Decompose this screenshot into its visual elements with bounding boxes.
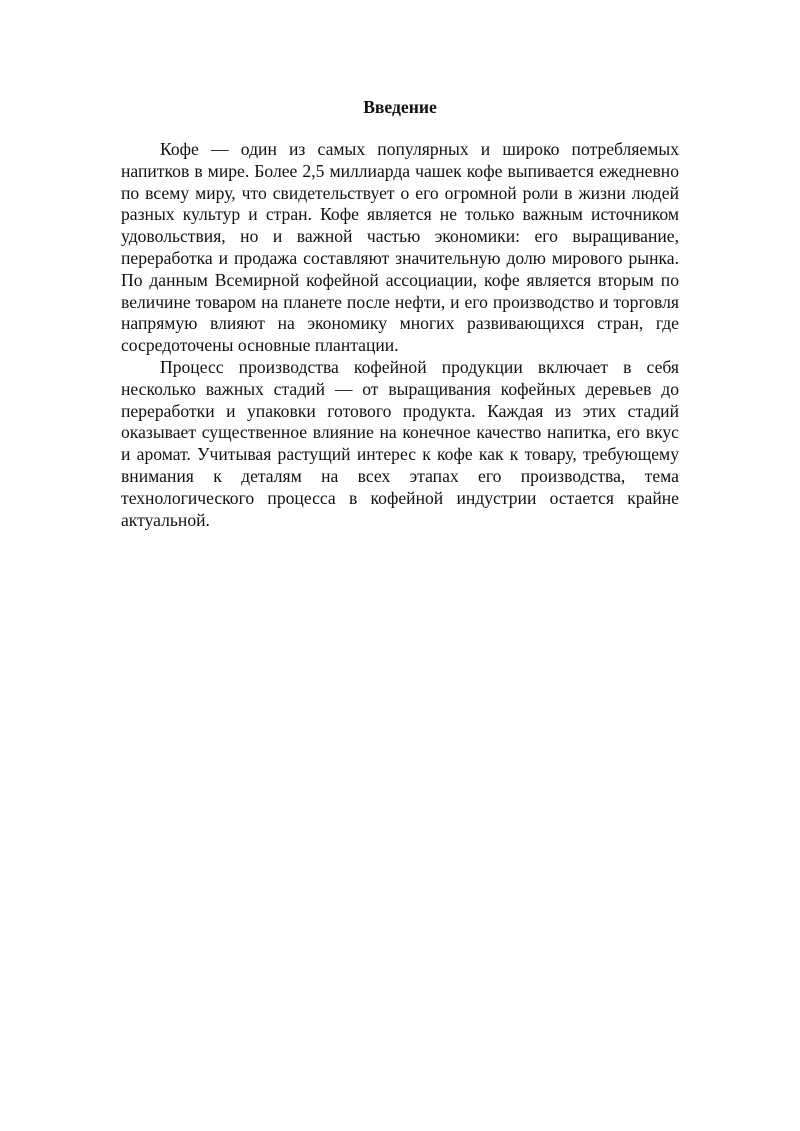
paragraph-production: Процесс производства кофейной продукции включает в себя несколько важных стадий — от выращивания кофейных деревьев до переработки и упаковки готового продукта. Каждая из этих стадий оказывает существенное влияние на конечное качество напитка, его вкус и аромат. Учитывая растущий интерес к кофе как к товару, требующему внимания к деталям на всех этапах его производства, тема технологического процесса в кофейной индустрии остается крайне актуальной. [121, 356, 679, 530]
section-title: Введение [363, 97, 437, 117]
document-body [121, 96, 679, 531]
paragraph-intro: Кофе — один из самых популярных и широко потребляемых напитков в мире. Более 2,5 миллиарда чашек кофе выпивается ежедневно по всему миру, что свидетельствует о его огромной роли в жизни людей разных культур и стран. Кофе является не только важным источником удовольствия, но и важной частью экономики: его выращивание, переработка и продажа составляют значительную долю мирового рынка. По данным Всемирной кофейной ассоциации, кофе является вторым по величине товаром на планете после нефти, и его производство и торговля напрямую влияют на экономику многих развивающихся стран, где сосредоточены основные плантации. [121, 139, 679, 356]
